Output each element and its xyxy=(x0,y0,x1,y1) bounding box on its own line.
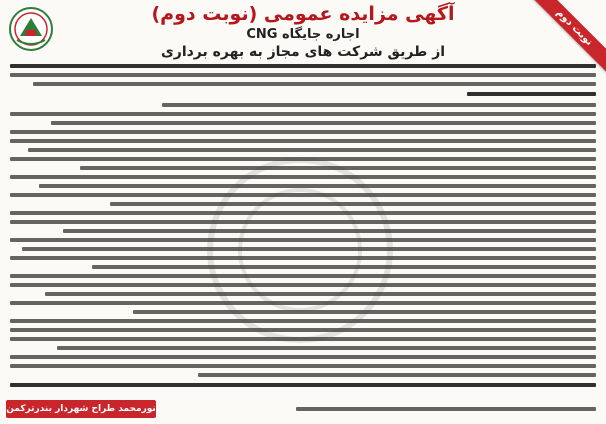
body-line xyxy=(10,256,596,260)
body-line xyxy=(10,175,596,179)
body-line xyxy=(10,64,596,68)
body-line xyxy=(198,373,596,377)
body-line xyxy=(133,310,596,314)
body-line xyxy=(10,355,596,359)
body-line xyxy=(10,139,596,143)
body-line xyxy=(51,121,596,125)
body-line xyxy=(10,283,596,287)
body-line xyxy=(10,73,596,77)
body-line xyxy=(10,337,596,341)
body-line xyxy=(10,383,596,387)
publish-date-line xyxy=(296,402,596,416)
body-line xyxy=(10,211,596,215)
body-line xyxy=(28,148,596,152)
body-line xyxy=(39,184,596,188)
notice-subtitle: اجاره جایگاه CNG xyxy=(246,27,360,42)
body-line xyxy=(63,229,596,233)
round-ribbon-label: نوبت دوم xyxy=(526,0,606,76)
body-line xyxy=(110,202,596,206)
body-line xyxy=(162,103,596,107)
body-line xyxy=(22,247,596,251)
body-line xyxy=(80,166,596,170)
municipality-logo-icon xyxy=(8,6,54,52)
body-line xyxy=(92,265,596,269)
body-line xyxy=(10,301,596,305)
body-line xyxy=(296,407,596,411)
body-line xyxy=(10,193,596,197)
body-line xyxy=(467,92,596,96)
title-block xyxy=(60,2,546,61)
body-line xyxy=(10,364,596,368)
body-line xyxy=(10,319,596,323)
body-line xyxy=(10,274,596,278)
notice-body xyxy=(10,62,596,396)
body-line xyxy=(10,238,596,242)
body-line xyxy=(10,328,596,332)
signature-label: نورمحمد طراح شهردار بندرترکمن xyxy=(6,400,156,418)
body-line xyxy=(10,112,596,116)
body-line xyxy=(10,130,596,134)
body-line xyxy=(45,292,596,296)
notice-subtitle-2: از طریق شرکت های مجاز به بهره برداری xyxy=(160,44,446,60)
body-line xyxy=(57,346,596,350)
body-line xyxy=(33,82,596,86)
body-line xyxy=(10,157,596,161)
notice-title: آگهی مزایده عمومی (نوبت دوم) xyxy=(151,3,455,25)
body-line xyxy=(10,220,596,224)
